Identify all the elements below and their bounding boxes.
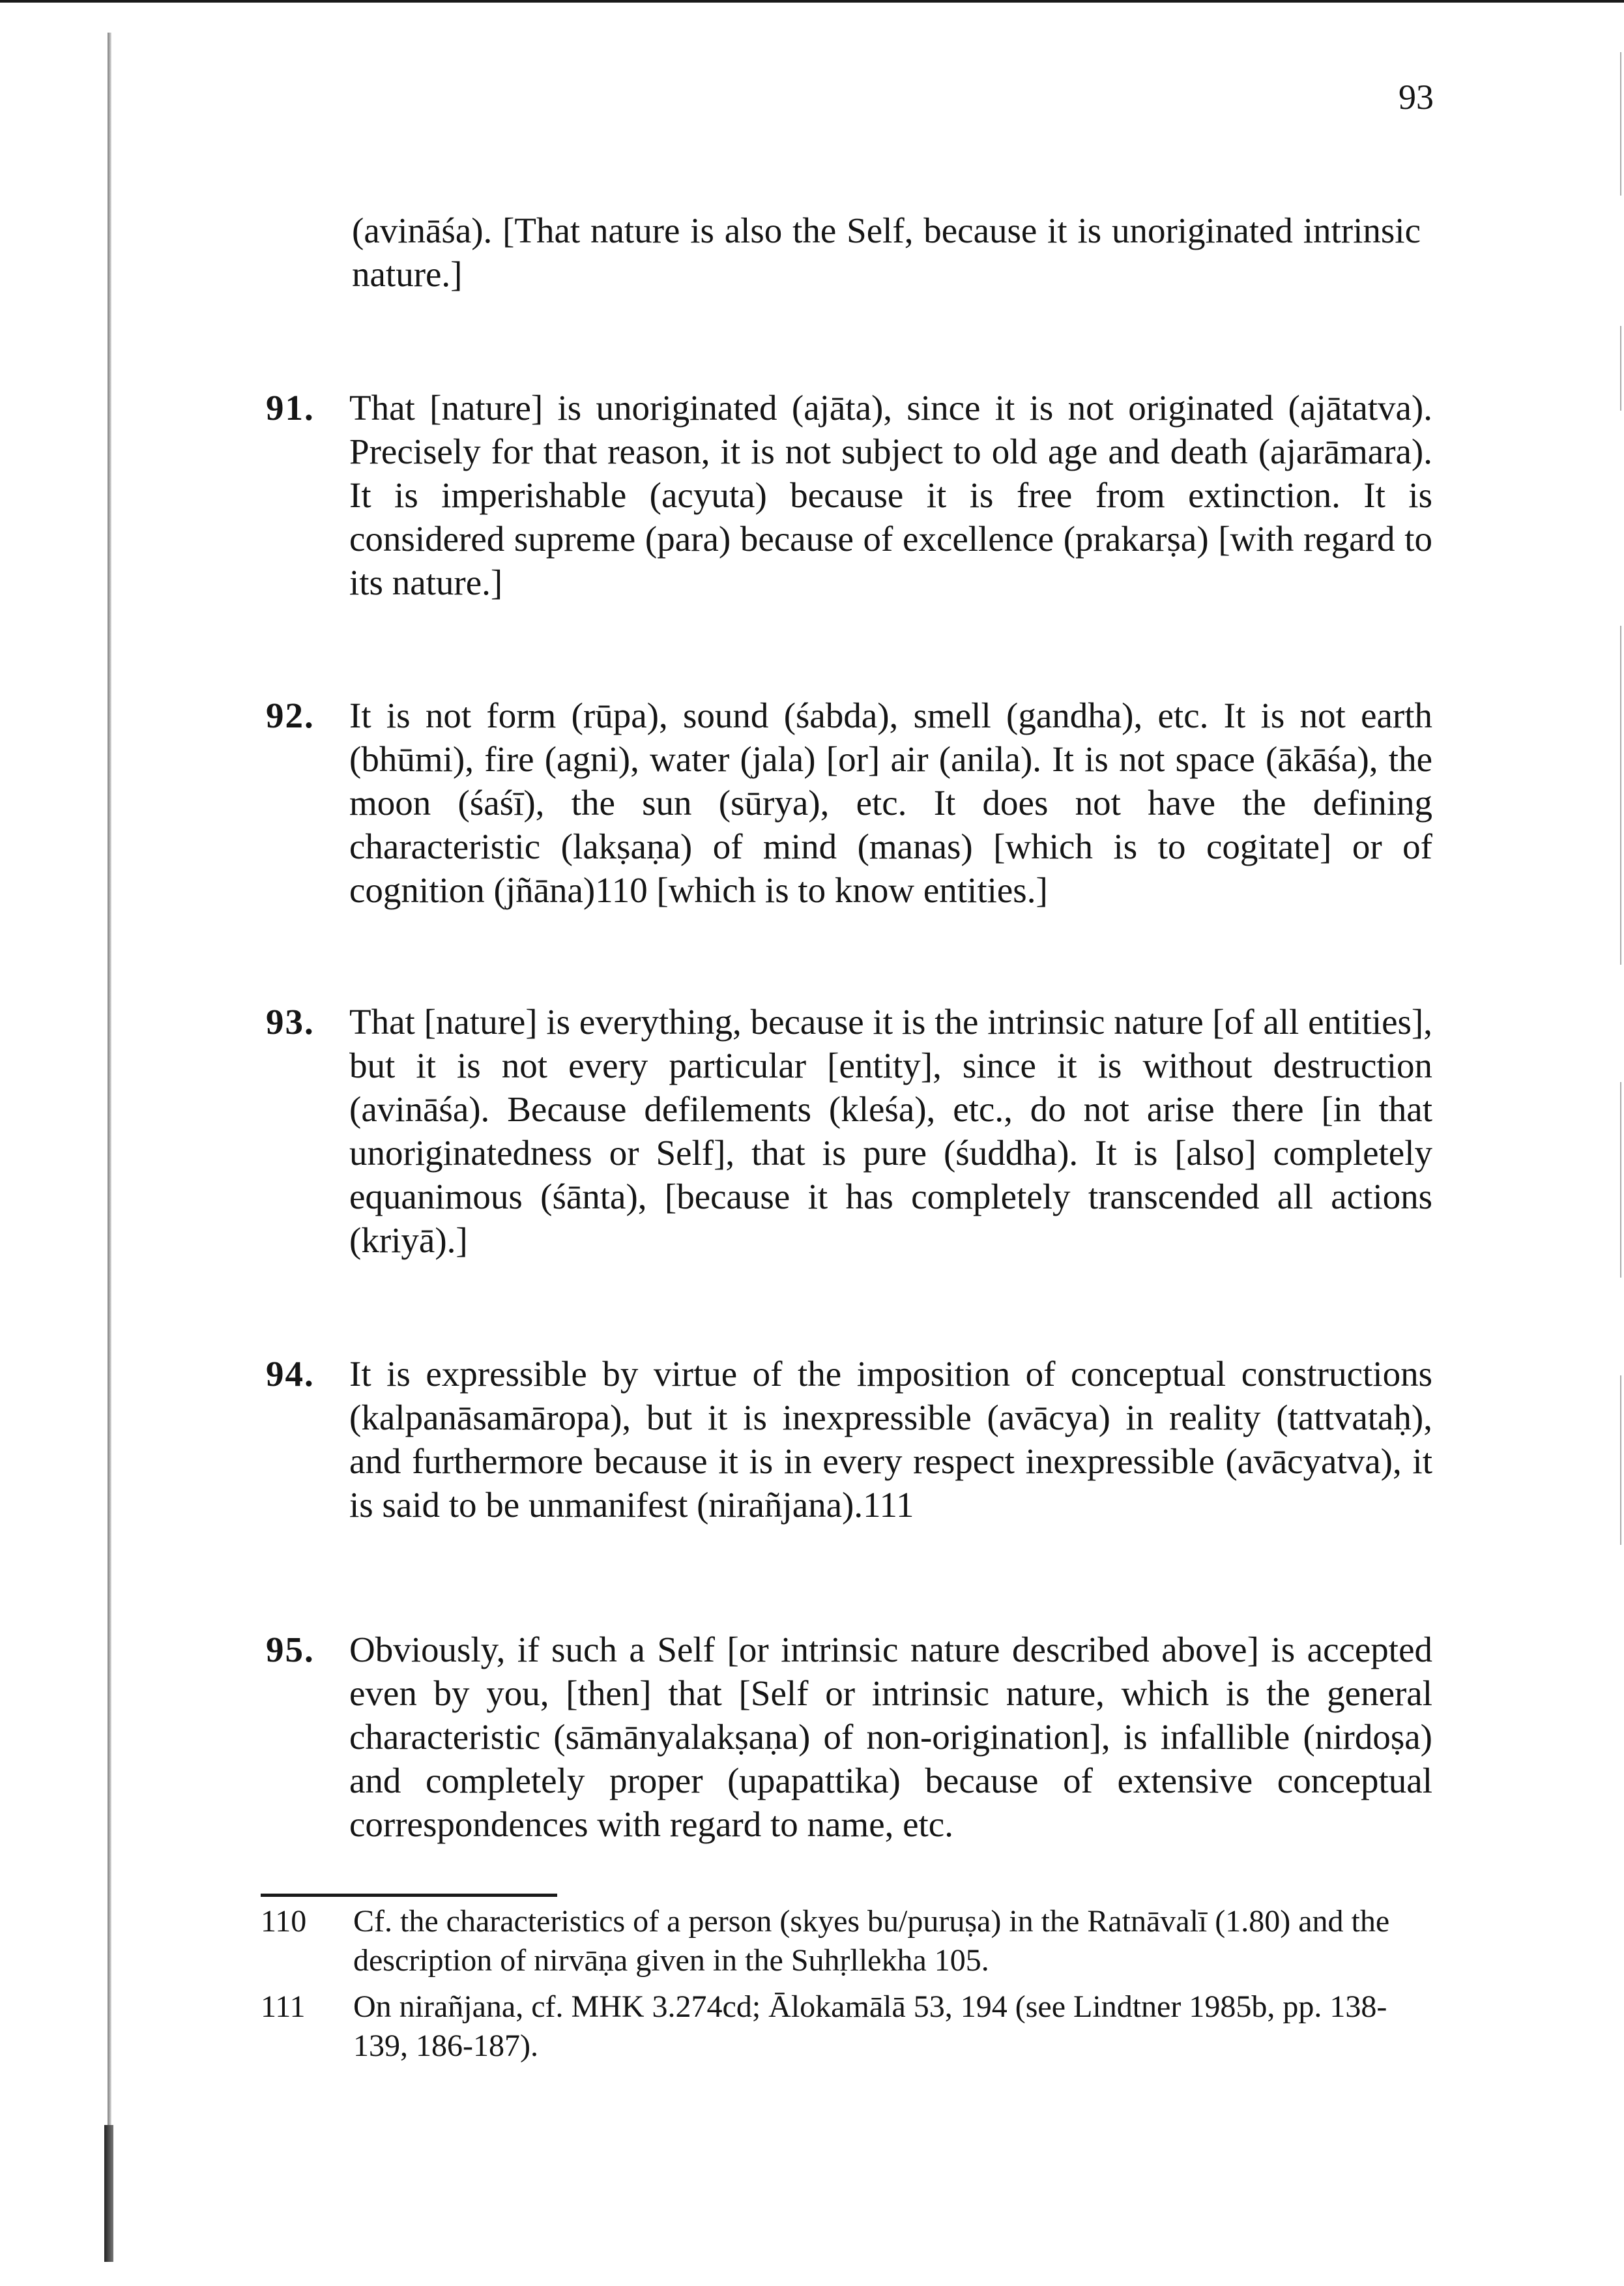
verse-text: It is not form (rūpa), sound (śabda), smell (gandha), etc. It is not earth (bhūmi), fire (agni), water (jala) [or] air (anila). It is not space (ākāśa), the moon (śaśī), the sun (sūrya), etc. It does not have the defining characteristic (lakṣaṇa) of mind (manas) [which is to cogitate] or of cognition (jñāna)110 [which is to know entities.] bbox=[349, 696, 1432, 910]
footnote-text: On nirañjana, cf. MHK 3.274cd; Ālokamālā 53, 194 (see Lindtner 1985b, pp. 138-139, 186-187). bbox=[353, 1989, 1387, 2063]
verse-91 bbox=[266, 386, 1432, 604]
verse-text: That [nature] is everything, because it is the intrinsic nature [of all entities], but it is not every particular [entity], since it is without destruction (avināśa). Because defilements (kleśa), etc., do not arise there [in that unoriginatedness or Self], that is pure (śuddha). It is [also] completely equanimous (śānta), [because it has completely transcended all actions (kriyā).] bbox=[349, 1002, 1432, 1260]
footnote-110 bbox=[261, 1902, 1427, 1980]
verse-92 bbox=[266, 694, 1432, 912]
verse-number: 92. bbox=[266, 696, 315, 735]
footnote-number: 110 bbox=[261, 1904, 307, 1939]
scan-top-edge bbox=[0, 0, 1624, 3]
verse-text: Obviously, if such a Self [or intrinsic nature described above] is accepted even by you, [then] that [Self or intrinsic nature, which is the general characteristic (sāmānyalakṣaṇa) of non-origination], is infallible (nirdoṣa) and completely proper (upapattika) because of extensive conceptual correspondences with regard to name, etc. bbox=[349, 1630, 1432, 1844]
footnote-number: 111 bbox=[261, 1989, 306, 2024]
verse-94 bbox=[266, 1352, 1432, 1527]
continued-paragraph: (avināśa). [That nature is also the Self, because it is unoriginated intrinsic nature.] bbox=[352, 211, 1421, 294]
verse-number: 93. bbox=[266, 1002, 315, 1042]
verse-number: 95. bbox=[266, 1630, 315, 1669]
verse-93 bbox=[266, 1000, 1432, 1262]
page-number: 93 bbox=[1399, 78, 1434, 117]
verse-text: It is expressible by virtue of the imposition of conceptual constructions (kalpanāsamāropa), but it is inexpressible (avācya) in reality (tattvataḥ), and furthermore because it is in every respect inexpressible (avācyatva), it is said to be unmanifest (nirañjana).111 bbox=[349, 1354, 1432, 1525]
footnote-111 bbox=[261, 1987, 1427, 2066]
scan-right-edge-marks bbox=[1615, 39, 1624, 2255]
footnote-text: Cf. the characteristics of a person (skyes bu/puruṣa) in the Ratnāvalī (1.80) and the description of nirvāṇa given in the Suhṛllekha 105. bbox=[353, 1904, 1390, 1978]
footnote-divider bbox=[261, 1894, 557, 1897]
verse-number: 94. bbox=[266, 1354, 315, 1394]
verse-95 bbox=[266, 1628, 1432, 1846]
scan-binding-shadow bbox=[108, 33, 111, 2262]
verse-text: That [nature] is unoriginated (ajāta), since it is not originated (ajātatva). Precisely for that reason, it is not subject to old age and death (ajarāmara). It is imperishable (acyuta) because it is free from extinction. It is considered supreme (para) because of excellence (prakarṣa) [with regard to its nature.] bbox=[349, 388, 1432, 602]
scan-binding-shadow-bottom bbox=[104, 2125, 113, 2262]
verse-number: 91. bbox=[266, 388, 315, 428]
